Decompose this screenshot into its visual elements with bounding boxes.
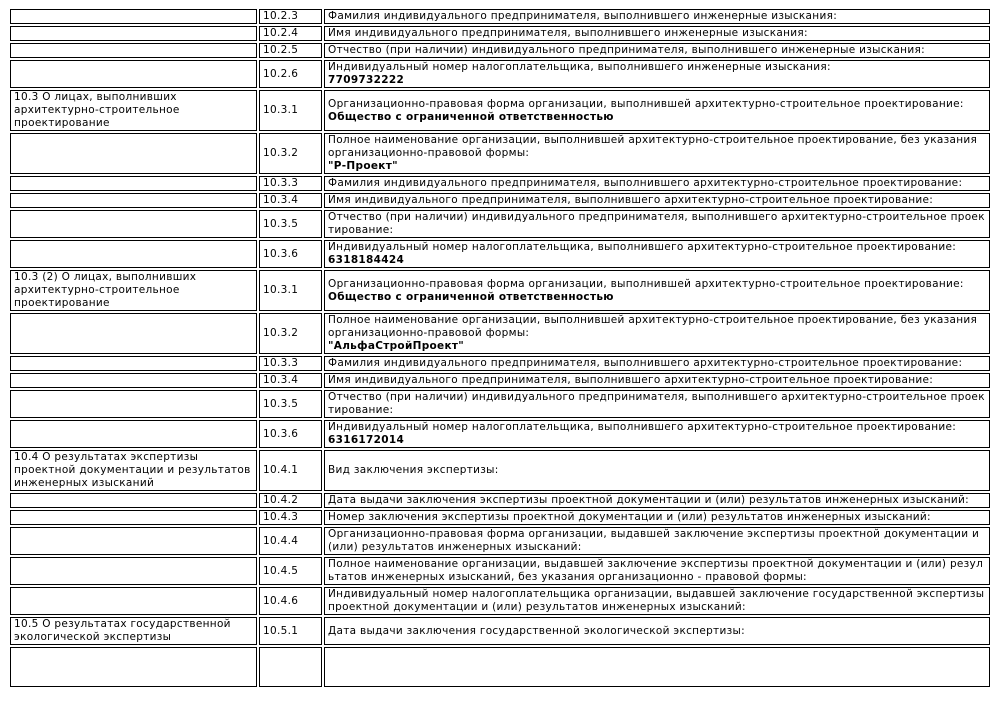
item-number: 10.3.6 [263,247,299,260]
item-value: "АльфаСтройПроект" [328,340,465,352]
item-label: Фамилия индивидуального предпринимателя, выполнившего архитектурно-строительное проектирование: [328,357,963,369]
item-number: 10.3.5 [263,397,299,410]
item-label: Имя индивидуального предпринимателя, выполнившего архитектурно-строительное проектирование: [328,374,934,386]
item-label: Полное наименование организации, выдавшей заключение экспертизы проектной документации и (или) результатов инженерных изысканий, без указания организационно - правовой формы: [328,558,984,583]
item-content-cell [324,617,990,645]
table-row [10,390,990,418]
item-number: 10.2.4 [263,27,299,39]
item-content-cell [324,510,990,525]
section-cell [10,270,257,311]
item-label: Фамилия индивидуального предпринимателя, выполнившего архитектурно-строительное проектирование: [328,177,963,189]
section-cell [10,390,257,418]
item-number-cell [259,313,322,354]
item-label: Дата выдачи заключения государственной экологической экспертизы: [328,624,745,637]
section-cell [10,43,257,58]
item-label: Вид заключения экспертизы: [328,464,499,476]
item-content-cell [324,133,990,174]
item-label: Дата выдачи заключения экспертизы проектной документации и (или) результатов инженерных изысканий: [328,494,969,506]
item-label: Имя индивидуального предпринимателя, выполнившего архитектурно-строительное проектирование: [328,194,934,206]
item-content-cell [324,270,990,311]
table-row [10,527,990,555]
item-number-cell [259,557,322,585]
section-cell [10,493,257,508]
table-row [10,60,990,88]
table-row [10,373,990,388]
item-value: 6318184424 [328,254,405,266]
item-number: 10.4.1 [263,464,299,476]
item-number-cell [259,90,322,131]
item-number-cell [259,9,322,24]
section-label: 10.3 (2) О лицах, выполнивших архитектурно-строительное проектирование [14,271,197,309]
document-table-body [10,9,990,687]
item-number-cell [259,390,322,418]
item-content-cell [324,420,990,448]
table-row [10,9,990,24]
item-number: 10.3.4 [263,194,299,206]
section-cell [10,450,257,491]
section-cell [10,176,257,191]
section-cell [10,193,257,208]
item-number-cell [259,527,322,555]
item-number-cell [259,373,322,388]
item-content-cell [324,313,990,354]
item-number-cell [259,420,322,448]
item-number-cell [259,210,322,238]
section-cell [10,510,257,525]
item-content-cell [324,373,990,388]
item-content-cell [324,176,990,191]
table-row [10,240,990,268]
section-label: 10.3 О лицах, выполнивших архитектурно-строительное проектирование [14,91,180,129]
item-number: 10.2.3 [263,10,299,22]
item-number-cell [259,450,322,491]
item-value: 6316172014 [328,434,405,446]
item-number: 10.3.5 [263,217,299,230]
item-label: Индивидуальный номер налогоплательщика, выполнившего инженерные изыскания: [328,61,831,73]
section-cell [10,617,257,645]
item-number-cell [259,587,322,615]
item-content-cell [324,240,990,268]
item-label: Отчество (при наличии) индивидуального предпринимателя, выполнившего инженерные изыскания: [328,44,925,56]
section-cell [10,90,257,131]
section-cell [10,557,257,585]
table-row [10,313,990,354]
item-number: 10.3.1 [263,104,299,116]
item-number: 10.4.5 [263,564,299,577]
section-cell [10,527,257,555]
item-number-cell [259,647,322,687]
item-number: 10.5.1 [263,624,299,637]
table-row [10,587,990,615]
item-number-cell [259,176,322,191]
table-row [10,420,990,448]
item-content-cell [324,557,990,585]
item-number: 10.2.6 [263,67,299,80]
item-value: Общество с ограниченной ответственностью [328,110,614,123]
item-number: 10.3.3 [263,177,299,189]
item-number-cell [259,270,322,311]
section-cell [10,420,257,448]
item-content-cell [324,210,990,238]
item-content-cell [324,90,990,131]
table-row [10,193,990,208]
item-label: Фамилия индивидуального предпринимателя, выполнившего инженерные изыскания: [328,10,838,22]
table-row [10,557,990,585]
document-table [8,7,992,689]
item-value: Общество с ограниченной ответственностью [328,290,614,303]
section-cell [10,587,257,615]
item-content-cell [324,587,990,615]
item-label: Отчество (при наличии) индивидуального предпринимателя, выполнившего архитектурно-строительное проектирование: [328,391,985,416]
section-cell [10,356,257,371]
item-number: 10.4.4 [263,534,299,547]
item-number-cell [259,26,322,41]
item-number-cell [259,60,322,88]
item-label: Организационно-правовая форма организации, выполнившей архитектурно-строительное проектирование: [328,97,964,110]
item-label: Индивидуальный номер налогоплательщика организации, выдавшей заключение государственной экспертизы проектной документации и (или) результатов инженерных изысканий: [328,588,985,613]
section-cell [10,313,257,354]
table-row [10,210,990,238]
item-number: 10.3.2 [263,327,299,339]
table-row [10,356,990,371]
item-content-cell [324,60,990,88]
section-label: 10.4 О результатах экспертизы проектной документации и результатов инженерных изысканий [14,451,251,489]
item-number-cell [259,617,322,645]
table-row-partial [10,647,990,687]
item-label: Отчество (при наличии) индивидуального предпринимателя, выполнившего архитектурно-строительное проектирование: [328,211,985,236]
item-number-cell [259,493,322,508]
item-content-cell [324,43,990,58]
item-content-cell [324,450,990,491]
table-row [10,493,990,508]
table-row [10,90,990,131]
item-content-cell [324,193,990,208]
item-content-cell [324,647,990,687]
table-row [10,450,990,491]
item-number: 10.3.1 [263,284,299,296]
item-label: Организационно-правовая форма организации, выполнившей архитектурно-строительное проектирование: [328,277,964,290]
item-content-cell [324,493,990,508]
item-content-cell [324,527,990,555]
table-row [10,176,990,191]
item-content-cell [324,390,990,418]
item-number: 10.4.6 [263,594,299,607]
table-row [10,133,990,174]
item-number-cell [259,240,322,268]
item-number-cell [259,133,322,174]
item-content-cell [324,356,990,371]
item-number: 10.4.3 [263,511,299,523]
item-number-cell [259,356,322,371]
section-cell [10,240,257,268]
item-number: 10.4.2 [263,494,299,506]
item-value: 7709732222 [328,74,405,86]
item-number: 10.3.6 [263,427,299,440]
item-label: Полное наименование организации, выполнившей архитектурно-строительное проектирование, без указания организационно-правовой формы: [328,134,978,159]
item-value: "Р-Проект" [328,160,398,172]
item-number: 10.3.3 [263,357,299,369]
section-cell [10,26,257,41]
section-cell [10,647,257,687]
table-row [10,26,990,41]
item-label: Номер заключения экспертизы проектной документации и (или) результатов инженерных изысканий: [328,511,931,523]
section-cell [10,373,257,388]
table-row [10,43,990,58]
section-label: 10.5 О результатах государственной экологической экспертизы [14,618,231,643]
item-label: Индивидуальный номер налогоплательщика, выполнившего архитектурно-строительное проектирование: [328,421,957,433]
section-cell [10,60,257,88]
section-cell [10,210,257,238]
item-content-cell [324,26,990,41]
table-row [10,617,990,645]
item-number-cell [259,193,322,208]
item-number: 10.3.2 [263,147,299,159]
item-label: Полное наименование организации, выполнившей архитектурно-строительное проектирование, без указания организационно-правовой формы: [328,314,978,339]
item-number: 10.3.4 [263,374,299,386]
item-label: Имя индивидуального предпринимателя, выполнившего инженерные изыскания: [328,27,808,39]
item-label: Индивидуальный номер налогоплательщика, выполнившего архитектурно-строительное проектирование: [328,241,957,253]
section-cell [10,133,257,174]
table-row [10,510,990,525]
section-cell [10,9,257,24]
table-row [10,270,990,311]
item-number-cell [259,510,322,525]
item-number: 10.2.5 [263,44,299,56]
item-content-cell [324,9,990,24]
item-number-cell [259,43,322,58]
item-label: Организационно-правовая форма организации, выдавшей заключение экспертизы проектной документации и (или) результатов инженерных изысканий: [328,528,980,553]
